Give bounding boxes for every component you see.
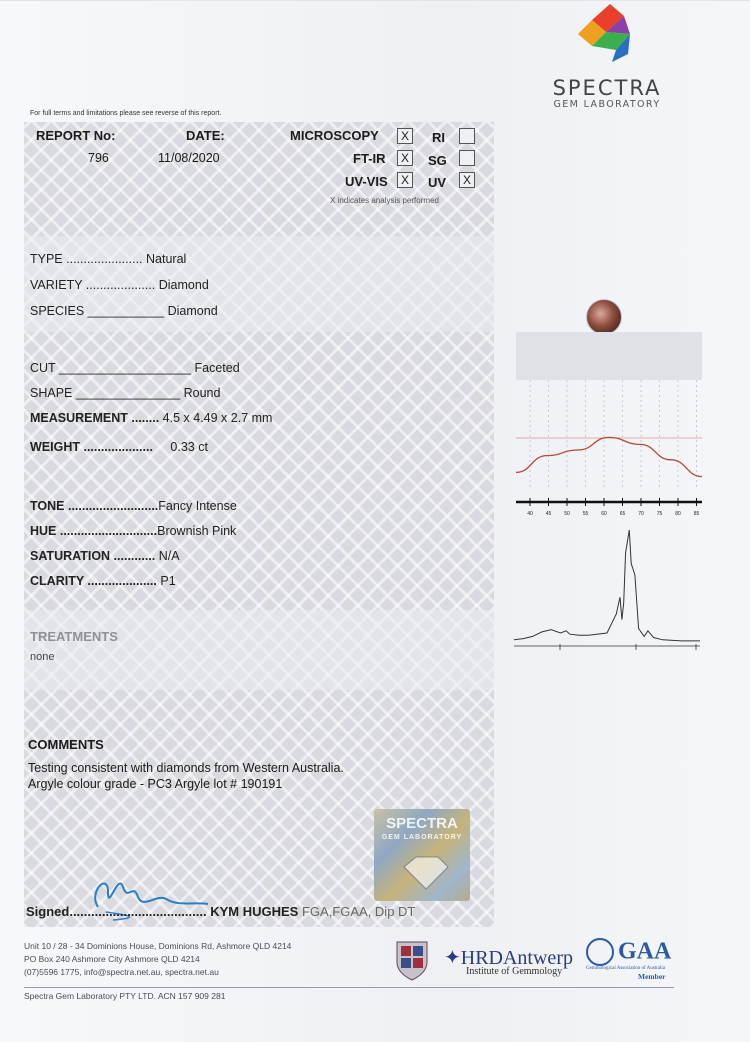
clarity-row [30, 574, 176, 588]
analysis-checkbox [459, 128, 475, 144]
analysis-label: MICROSCOPY [290, 128, 379, 143]
type-row [30, 252, 186, 266]
cut-row [30, 361, 240, 375]
measurement-value: 4.5 x 4.49 x 2.7 mm [162, 411, 273, 425]
measurement-label: MEASUREMENT ........ [30, 411, 160, 425]
analysis-checkbox: X [397, 128, 413, 144]
uv-vis-chart [512, 380, 706, 520]
shape-value: Round [183, 386, 221, 400]
signed-label: Signed...................................... [26, 904, 207, 919]
variety-value: Diamond [158, 278, 209, 292]
fade-band [24, 610, 494, 690]
weight-label: WEIGHT .................... [30, 440, 153, 454]
x-tick-label: 75 [656, 511, 663, 517]
variety-label: VARIETY .................... [30, 278, 156, 292]
tone-value: Fancy Intense [158, 499, 237, 513]
date-value: 11/08/2020 [158, 151, 220, 165]
hrd-star-icon: ✦ [444, 947, 461, 969]
ft-ir-series-line [514, 530, 700, 641]
contact-line: (07)5596 1775, info@spectra.net.au, spectra.net.au [24, 967, 219, 977]
x-tick-label: 45 [545, 511, 552, 517]
hue-label: HUE ............................ [30, 524, 158, 538]
company-line: Spectra Gem Laboratory PTY LTD. ACN 157 909 281 [24, 991, 226, 1001]
treatments-label: TREATMENTS [30, 629, 118, 644]
gaa-member: Member [638, 972, 666, 981]
type-value: Natural [146, 252, 187, 266]
analysis-note: X indicates analysis performed [330, 196, 439, 205]
x-tick-label: 50 [564, 511, 570, 517]
signer-credentials: FGA,FGAA, Dip DT [301, 904, 416, 919]
species-row [30, 304, 218, 318]
weight-row [30, 440, 208, 454]
cut-label: CUT ___________________ [30, 361, 192, 375]
analysis-checkbox [459, 150, 475, 166]
weight-value: 0.33 ct [170, 440, 208, 454]
comments-line: Argyle colour grade - PC3 Argyle lot # 190191 [28, 777, 283, 791]
treatments-value: none [30, 651, 55, 663]
hologram-subtitle: GEM LABORATORY [381, 834, 463, 841]
analysis-label: FT-IR [353, 151, 386, 166]
tone-row [30, 499, 237, 513]
saturation-label: SATURATION ............ [30, 549, 156, 563]
analysis-label: UV [428, 175, 447, 190]
brand-name: SPECTRA [552, 76, 662, 100]
brand-block [542, 76, 672, 110]
variety-row [30, 278, 209, 292]
measurement-row [30, 411, 272, 425]
hrd-subtitle: Institute of Gemmology [466, 966, 563, 977]
tone-label: TONE .......................... [30, 499, 159, 513]
species-value: Diamond [167, 304, 218, 318]
crest-icon [393, 938, 431, 984]
x-tick-label: 85 [693, 511, 700, 517]
clarity-value: P1 [160, 574, 176, 588]
analysis-checkbox: X [459, 172, 475, 188]
shape-label: SHAPE _______________ [30, 386, 181, 400]
cut-value: Faceted [194, 361, 240, 375]
saturation-value: N/A [158, 549, 180, 563]
hologram-seal [374, 809, 470, 901]
gem-photo [586, 299, 622, 335]
x-tick-label: 80 [675, 511, 681, 517]
analysis-label: RI [432, 130, 445, 145]
species-label: SPECIES ___________ [30, 304, 165, 318]
address-line: Unit 10 / 28 - 34 Dominions House, Dominions Rd, Ashmore QLD 4214 [24, 941, 292, 951]
ft-ir-chart [510, 524, 704, 658]
x-tick-label: 65 [619, 511, 626, 517]
saturation-row [30, 549, 180, 563]
hrd-name: HRDAntwerp [460, 947, 573, 969]
report-no-label: REPORT No: [36, 128, 116, 143]
brand-subtitle: GEM LABORATORY [553, 99, 661, 110]
uv-vis-series-line [516, 437, 702, 476]
date-label: DATE: [186, 128, 225, 143]
clarity-label: CLARITY .................... [30, 574, 157, 588]
hue-value: Brownish Pink [157, 524, 237, 538]
comments-line: Testing consistent with diamonds from Western Australia. [28, 761, 344, 775]
x-tick-label: 55 [582, 511, 589, 517]
x-tick-label: 40 [527, 511, 533, 517]
type-label: TYPE ...................... [30, 252, 143, 266]
address-block [24, 940, 291, 979]
analysis-label: UV-VIS [345, 174, 388, 189]
gaa-emblem-icon [586, 938, 614, 966]
report-no-value: 796 [88, 151, 109, 165]
gaa-name: GAA [618, 938, 672, 965]
fold-line [0, 0, 750, 1]
analysis-checkbox: X [397, 150, 413, 166]
hologram-title: SPECTRA [386, 815, 458, 832]
hue-row [30, 524, 236, 538]
gaa-logo [586, 938, 671, 981]
signature-row [26, 904, 415, 919]
photo-backdrop [516, 332, 702, 380]
signer-name: KYM HUGHES [210, 904, 299, 919]
comments-label: COMMENTS [28, 737, 104, 752]
spectra-logo-icon [572, 2, 636, 64]
terms-note: For full terms and limitations please see reverse of this report. [30, 110, 222, 117]
x-tick-label: 70 [638, 511, 644, 517]
shape-row [30, 386, 220, 400]
address-line: PO Box 240 Ashmore City Ashmore QLD 4214 [24, 954, 200, 964]
analysis-label: SG [428, 153, 447, 168]
footer-divider [24, 987, 674, 988]
gaa-subtitle: Gemmological Association of Australia [586, 966, 666, 971]
gem-icon [394, 853, 454, 893]
x-tick-label: 60 [601, 511, 607, 517]
analysis-checkbox: X [397, 172, 413, 188]
hrd-logo [444, 945, 573, 977]
